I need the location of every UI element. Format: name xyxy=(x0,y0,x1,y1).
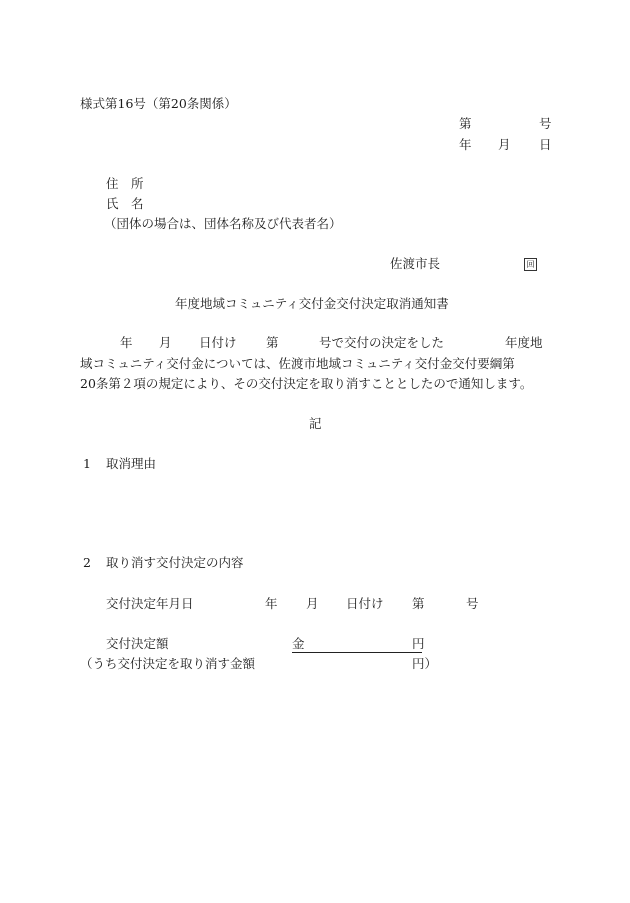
decision-date-hizuke: 日付け xyxy=(346,596,384,611)
cancel-amount-yen: 円） xyxy=(412,656,438,671)
decision-date-label: 交付決定年月日 xyxy=(106,596,194,611)
form-number: 様式第16号（第20条関係） xyxy=(80,96,237,111)
body-nen: 年 xyxy=(120,335,133,350)
amount-underline xyxy=(292,652,422,653)
issuer-mayor: 佐渡市長 xyxy=(390,256,441,271)
body-tsuki: 月 xyxy=(159,335,172,350)
group-note: （団体の場合は、団体名称及び代表者名） xyxy=(104,216,342,231)
body-hizuke: 日付け xyxy=(199,335,237,350)
body-dai: 第 xyxy=(266,335,279,350)
name-label: 氏 名 xyxy=(106,196,144,211)
decision-amount-kin: 金 xyxy=(292,636,305,651)
decision-amount-yen: 円 xyxy=(412,636,425,651)
decision-date-tsuki: 月 xyxy=(306,596,319,611)
body-nendochi: 年度地 xyxy=(505,335,543,350)
body-line-2: 域コミュニティ交付金については、佐渡市地域コミュニティ交付金交付要綱第 xyxy=(80,356,515,371)
section-1-number: 1 xyxy=(83,456,91,471)
doc-number-go: 号 xyxy=(539,116,552,131)
body-go-text: 号で交付の決定をした xyxy=(319,335,445,350)
doc-number-dai: 第 xyxy=(459,116,472,131)
decision-date-dai: 第 xyxy=(412,596,425,611)
date-nen: 年 xyxy=(459,137,472,152)
section-2-title: 取り消す交付決定の内容 xyxy=(106,555,244,570)
ki-heading: 記 xyxy=(309,416,322,431)
address-label: 住 所 xyxy=(106,176,144,191)
date-hi: 日 xyxy=(539,137,552,152)
decision-date-go: 号 xyxy=(466,596,479,611)
body-line-3: 20条第２項の規定により、その交付決定を取り消すこととしたので通知します。 xyxy=(80,376,533,391)
section-1-title: 取消理由 xyxy=(106,456,157,471)
decision-amount-label: 交付決定額 xyxy=(106,636,169,651)
date-tsuki: 月 xyxy=(498,137,511,152)
document-title: 年度地域コミュニティ交付金交付決定取消通知書 xyxy=(175,296,449,311)
decision-date-nen: 年 xyxy=(265,596,278,611)
section-2-number: 2 xyxy=(83,555,91,570)
seal-mark: 回 xyxy=(524,258,537,271)
cancel-amount-label: （うち交付決定を取り消す金額 xyxy=(80,656,256,671)
